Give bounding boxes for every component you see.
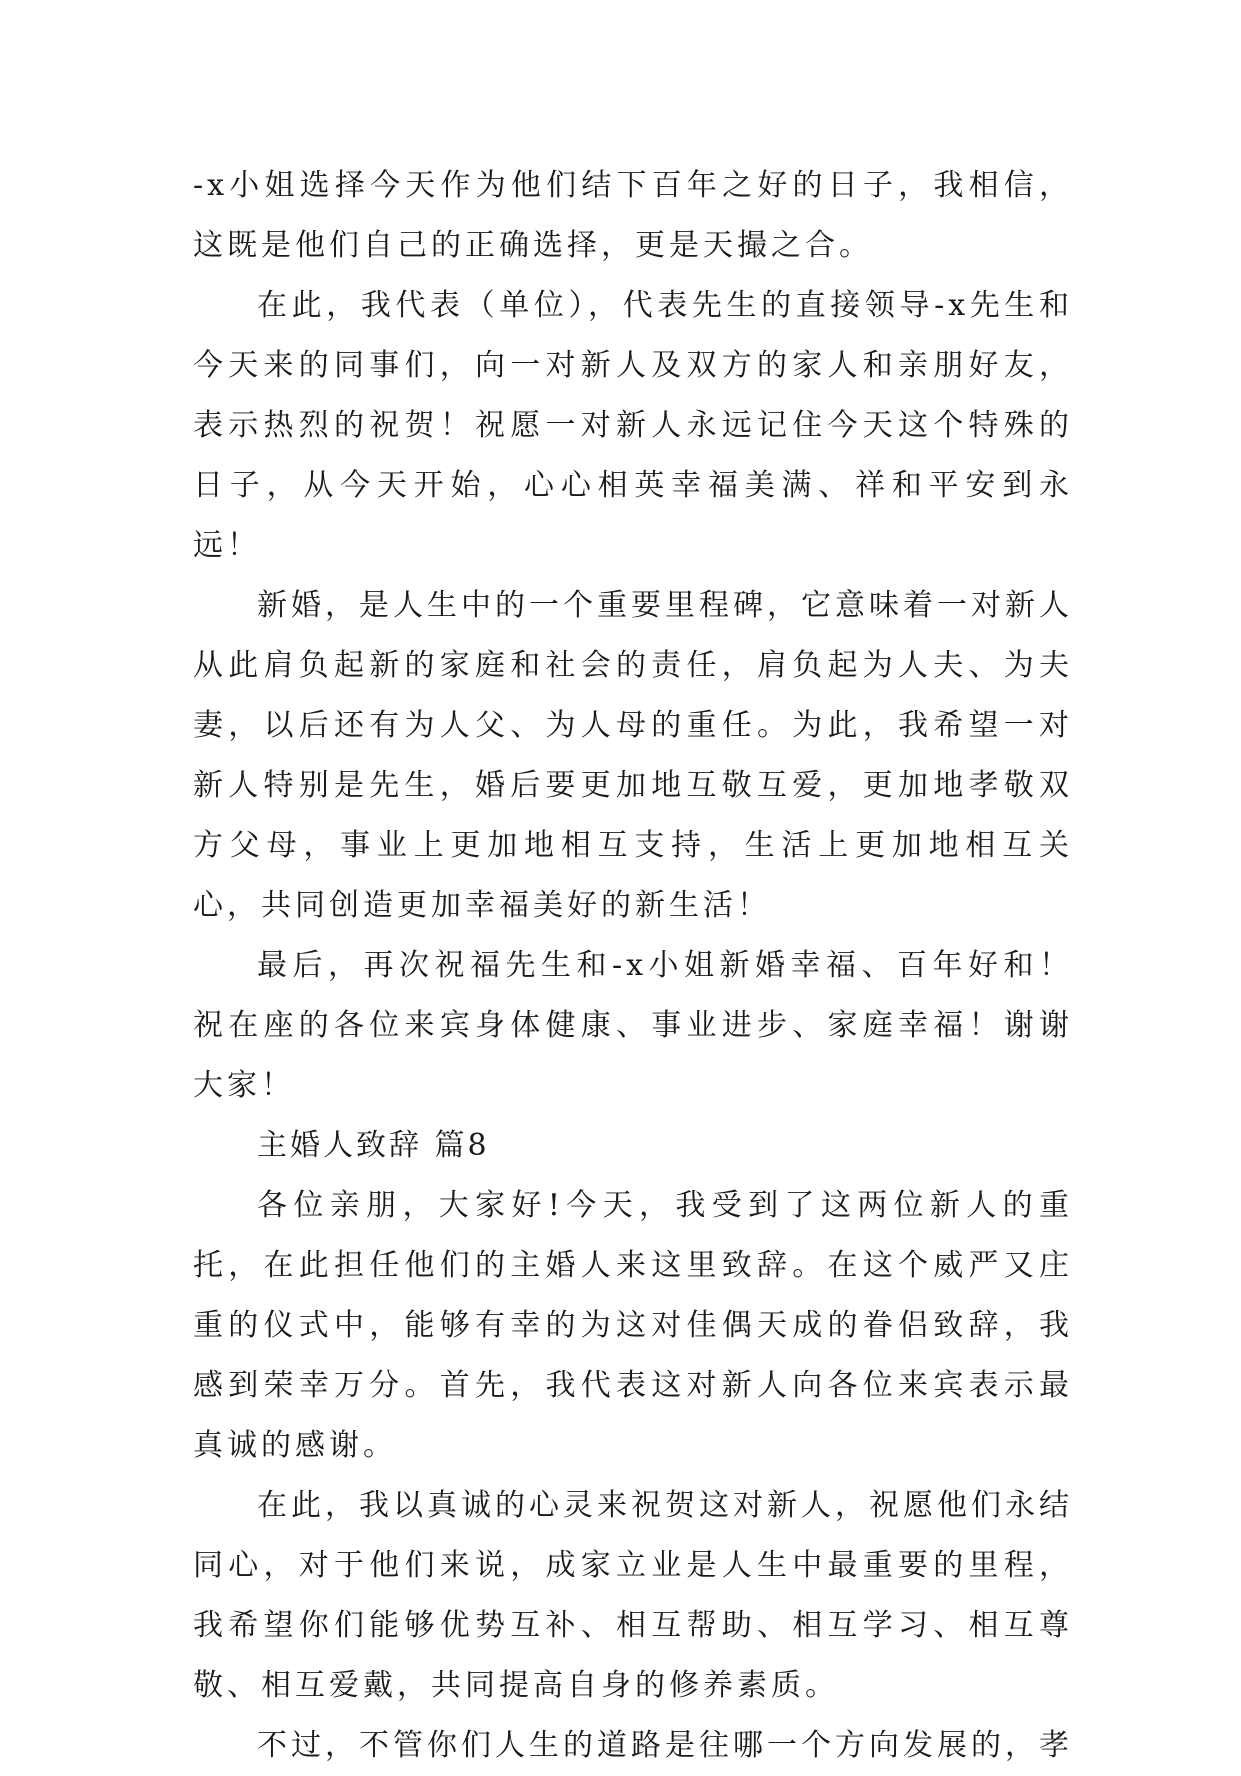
paragraph: 不过，不管你们人生的道路是往哪一个方向发展的，孝: [257, 1728, 1073, 1763]
section-heading: 主婚人致辞 篇8: [257, 1128, 490, 1163]
paragraph: 在此，我以真诚的心灵来祝贺这对新人，祝愿他们永结同心，对于他们来说，成家立业是人生中最重要的里程，我希望你们能够优势互补、相互帮助、相互学习、相互尊敬、相互爱戴，共同提高自身的修养素质。: [193, 1488, 1073, 1703]
paragraph: 最后，再次祝福先生和-x小姐新婚幸福、百年好和！祝在座的各位来宾身体健康、事业进步、家庭幸福！谢谢大家！: [193, 948, 1073, 1103]
paragraph: 新婚，是人生中的一个重要里程碑，它意味着一对新人从此肩负起新的家庭和社会的责任，肩负起为人夫、为夫妻，以后还有为人父、为人母的重任。为此，我希望一对新人特别是先生，婚后要更加地互敬互爱，更加地孝敬双方父母，事业上更加地相互支持，生活上更加地相互关心，共同创造更加幸福美好的新生活！: [193, 588, 1073, 923]
paragraph: 各位亲朋，大家好!今天，我受到了这两位新人的重托，在此担任他们的主婚人来这里致辞。在这个威严又庄重的仪式中，能够有幸的为这对佳偶天成的眷侣致辞，我感到荣幸万分。首先，我代表这对新人向各位来宾表示最真诚的感谢。: [193, 1188, 1073, 1463]
document-page: [193, 156, 1073, 1776]
paragraph: 在此，我代表（单位），代表先生的直接领导-x先生和今天来的同事们，向一对新人及双方的家人和亲朋好友，表示热烈的祝贺！祝愿一对新人永远记住今天这个特殊的日子，从今天开始，心心相英幸福美满、祥和平安到永远！: [193, 288, 1073, 563]
paragraph: -x小姐选择今天作为他们结下百年之好的日子，我相信，这既是他们自己的正确选择，更是天撮之合。: [193, 168, 1073, 263]
